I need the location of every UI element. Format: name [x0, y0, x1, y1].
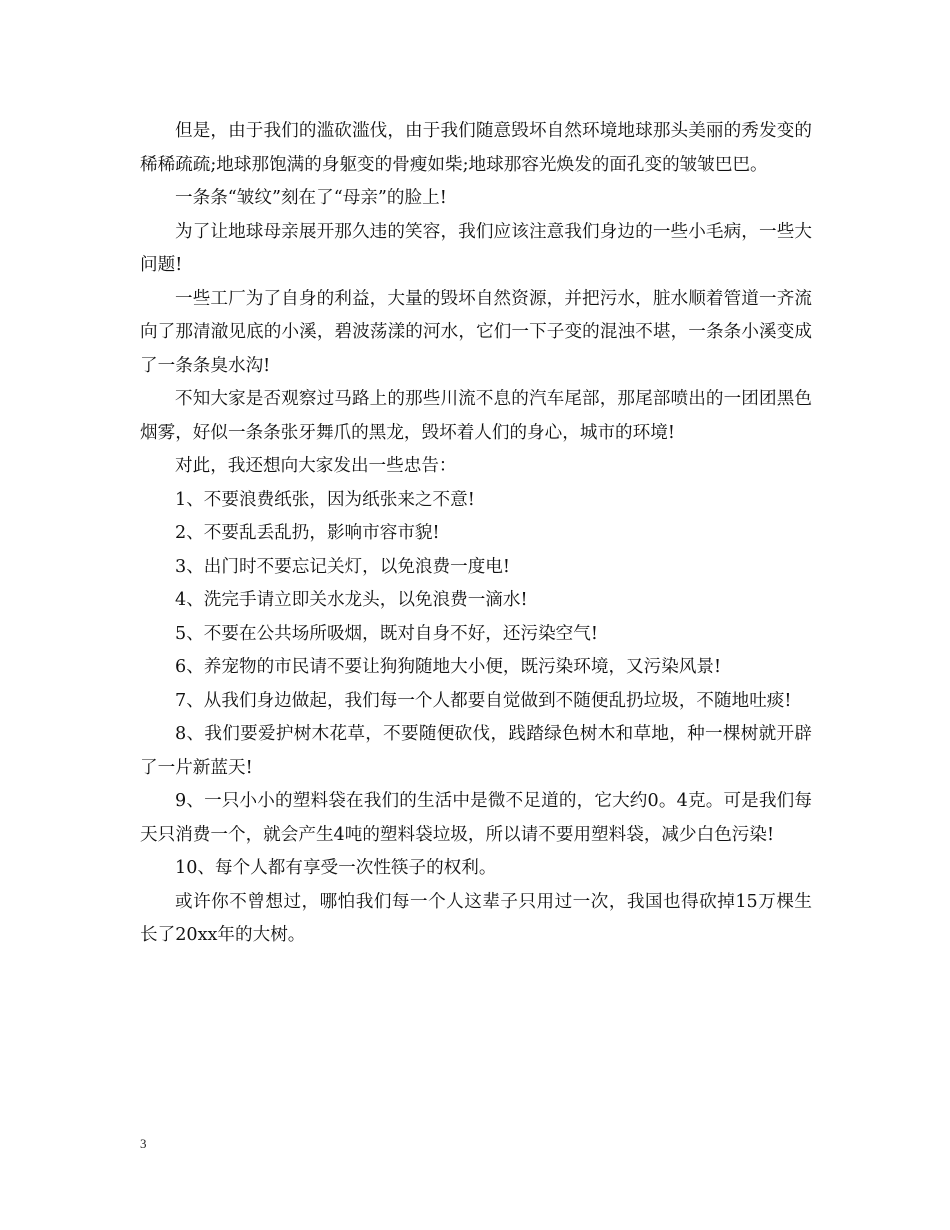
- list-item: 8、我们要爱护树木花草，不要随便砍伐，践踏绿色树木和草地，种一棵树就开辟了一片新蓝天!: [140, 724, 812, 778]
- list-item: 5、不要在公共场所吸烟，既对自身不好，还污染空气!: [175, 623, 598, 644]
- paragraph: 或许你不曾想过，哪怕我们每一个人这辈子只用过一次，我国也得砍掉15万棵生长了20xx年的大树。: [140, 891, 812, 945]
- list-item: 7、从我们身边做起，我们每一个人都要自觉做到不随便乱扔垃圾，不随地吐痰!: [175, 690, 792, 711]
- list-item: 9、一只小小的塑料袋在我们的生活中是微不足道的，它大约0。4克。可是我们每天只消费一个，就会产生4吨的塑料袋垃圾，所以请不要用塑料袋，减少白色污染!: [140, 791, 812, 845]
- list-item: 2、不要乱丢乱扔，影响市容市貌!: [175, 523, 440, 543]
- paragraph: 一些工厂为了自身的利益，大量的毁坏自然资源，并把污水，脏水顺着管道一齐流向了那清澈见底的小溪，碧波荡漾的河水，它们一下子变的混浊不堪，一条条小溪变成了一条条臭水沟!: [140, 288, 812, 376]
- paragraph: 对此，我还想向大家发出一些忠告：: [175, 456, 457, 476]
- paragraph: 不知大家是否观察过马路上的那些川流不息的汽车尾部，那尾部喷出的一团团黑色烟雾，好似一条条张牙舞爪的黑龙，毁坏着人们的身心，城市的环境!: [140, 389, 812, 443]
- list-item: 4、洗完手请立即关水龙头，以免浪费一滴水!: [175, 590, 528, 610]
- paragraph: 为了让地球母亲展开那久违的笑容，我们应该注意我们身边的一些小毛病，一些大问题!: [140, 221, 812, 275]
- list-item: 3、出门时不要忘记关灯，以免浪费一度电!: [175, 556, 510, 577]
- page-number: 3: [140, 1136, 147, 1151]
- list-item: 6、养宠物的市民请不要让狗狗随地大小便，既污染环境，又污染风景!: [175, 657, 722, 677]
- paragraph: 一条条“皱纹”刻在了“母亲”的脸上!: [175, 188, 447, 208]
- paragraph: 但是，由于我们的滥砍滥伐，由于我们随意毁坏自然环境地球那头美丽的秀发变的稀稀疏疏;地球那饱满的身躯变的骨瘦如柴;地球那容光焕发的面孔变的皱皱巴巴。: [140, 121, 812, 175]
- list-item: 1、不要浪费纸张，因为纸张来之不意!: [175, 489, 475, 510]
- list-item: 10、每个人都有享受一次性筷子的权利。: [175, 858, 497, 878]
- document-body: [140, 115, 812, 953]
